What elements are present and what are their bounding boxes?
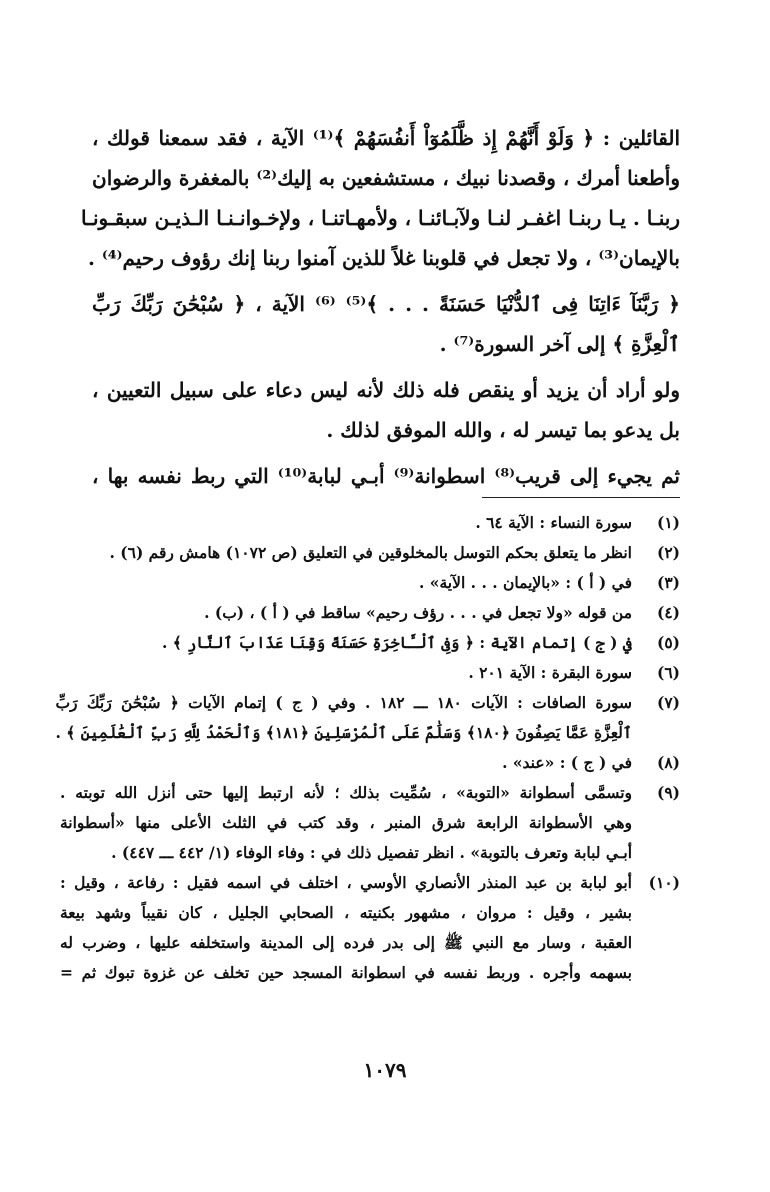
footnote-text: أبو لبابة بن عبد المنذر الأنصاري الأوسي ، اختلف في اسمه فقيل : رفاعة ، وقيل : bbox=[60, 873, 632, 892]
footnote-text: العقبة ، وسار مع النبي ﷺ إلى بدر فرده إلى المدينة واستخلفه عليها ، وضرب له bbox=[60, 933, 632, 952]
footnote-number: (٢) bbox=[656, 543, 680, 562]
footnote-2 bbox=[60, 538, 680, 568]
footnote-3 bbox=[60, 568, 680, 598]
footnote-text: في ( أ ) : «بالإيمان . . . الآية» . bbox=[419, 573, 632, 592]
footnote-number: (٤) bbox=[656, 603, 680, 622]
footnote-5 bbox=[60, 628, 680, 658]
footnote-text: ٱلْعِزَّةِ عَمَّا يَصِفُونَ ﴿١٨٠﴾ وَسَلَٰمٌ عَلَى ٱلْمُرْسَلِينَ ﴿١٨١﴾ وَٱلْحَمْدُ لِلَّهِ رَبِّ ٱلْعَٰلَمِينَ ﴾ . bbox=[55, 723, 632, 742]
footnote-number: (٦) bbox=[656, 663, 680, 682]
footnote-10 bbox=[60, 868, 680, 988]
footnote-text: سورة النساء : الآية ٦٤ . bbox=[475, 513, 632, 532]
footnote-number: (١٠) bbox=[648, 873, 680, 892]
footnote-1 bbox=[60, 508, 680, 538]
footnote-number: (٣) bbox=[656, 573, 680, 592]
footnote-text: وهي الأسطوانة الرابعة شرق المنبر ، وقد كتب في الثلث الأعلى منها «أسطوانة bbox=[60, 813, 632, 832]
footnote-text: في ( ج ) : «عند» . bbox=[502, 753, 632, 772]
text-line: ثم يجيء إلى قريب⁽⁸⁾ اسطوانة⁽⁹⁾ أبـي لبابة⁽¹⁰⁾ التي ربط نفسه بها ، bbox=[92, 464, 680, 488]
footnote-text: في ( ج ) إتمام الآية : ﴿ وَفِى ٱلْـَٔاخِرَةِ حَسَنَةً وَقِنَا عَذَابَ ٱلنَّارِ ﴾ . bbox=[161, 633, 632, 652]
footnote-text: بسهمه وأجره . وربط نفسه في اسطوانة المسجد حين تخلف عن غزوة تبوك ثم = bbox=[60, 963, 632, 982]
footnote-divider bbox=[482, 497, 680, 498]
footnote-4 bbox=[60, 598, 680, 628]
footnote-number: (٧) bbox=[656, 693, 680, 712]
footnote-text: سورة البقرة : الآية ٢٠١ . bbox=[468, 663, 632, 682]
page-number: ١٠٧٩ bbox=[363, 1058, 407, 1082]
footnote-6 bbox=[60, 658, 680, 688]
text-line: القائلين : ﴿ وَلَوْ أَنَّهُمْ إِذ ظَّلَمُوٓاْ أَنفُسَهُمْ ﴾⁽¹⁾ الآية ، فقد سمعنا قولك ، bbox=[92, 126, 681, 150]
footnote-text: انظر ما يتعلق بحكم التوسل بالمخلوقين في التعليق (ص ١٠٧٢) هامش رقم (٦) . bbox=[109, 543, 632, 562]
footnote-number: (٩) bbox=[656, 783, 680, 802]
main-text bbox=[81, 118, 681, 496]
text-line: وأطعنا أمرك ، وقصدنا نبيك ، مستشفعين به إليك⁽²⁾ بالمغفرة والرضوان bbox=[92, 166, 680, 190]
footnotes bbox=[55, 508, 680, 988]
text-line: بل يدعو بما تيسر له ، والله الموفق لذلك . bbox=[326, 418, 680, 442]
footnote-text: سورة الصافات : الآيات ١٨٠ ـــ ١٨٢ . وفي ( ج ) إتمام الآيات ﴿ سُبْحَٰنَ رَبِّكَ رَبِّ bbox=[55, 693, 632, 712]
text-line: بالإيمان⁽³⁾ ، ولا تجعل في قلوبنا غلاً للذين آمنوا ربنا إنك رؤوف رحيم⁽⁴⁾ . bbox=[87, 246, 680, 270]
text-line: ٱلْعِزَّةِ ﴾ إلى آخر السورة⁽⁷⁾ . bbox=[439, 332, 680, 356]
footnote-number: (٨) bbox=[656, 753, 680, 772]
text-line: ولو أراد أن يزيد أو ينقص فله ذلك لأنه ليس دعاء على سبيل التعيين ، bbox=[92, 378, 680, 402]
footnote-9 bbox=[60, 778, 680, 868]
footnote-7 bbox=[55, 688, 680, 748]
footnote-number: (١) bbox=[656, 513, 680, 532]
text-line: ربنـا . يـا ربنـا اغفـر لنـا ولآبـائنـا ، ولأمهـاتنـا ، ولإخـوانـنـا الـذيـن سبقـونـا bbox=[81, 206, 680, 230]
footnote-number: (٥) bbox=[656, 633, 680, 652]
footnote-text: وتسمَّى أسطوانة «التوبة» ، سُمِّيت بذلك ؛ لأنه ارتبط إليها حتى أنزل الله توبته . bbox=[60, 783, 632, 802]
footnote-text: من قوله «ولا تجعل في . . . رؤف رحيم» ساقط في ( أ ) ، (ب) . bbox=[204, 603, 632, 622]
footnote-text: أبـي لبابة وتعرف بالتوبة» . انظر تفصيل ذلك في : وفاء الوفاء (١/ ٤٤٢ ـــ ٤٤٧) . bbox=[111, 843, 632, 862]
footnote-8 bbox=[60, 748, 680, 778]
footnote-text: بشير ، وقيل : مروان ، مشهور بكنيته ، الصحابي الجليل ، كان نقيباً وشهد بيعة bbox=[60, 903, 632, 922]
text-line: ﴿ رَبَّنَآ ءَاتِنَا فِى ٱلدُّنْيَا حَسَنَةً . . . ﴾⁽⁵⁾ ⁽⁶⁾ الآية ، ﴿ سُبْحَٰنَ رَبِّكَ رَبِّ bbox=[92, 292, 680, 316]
